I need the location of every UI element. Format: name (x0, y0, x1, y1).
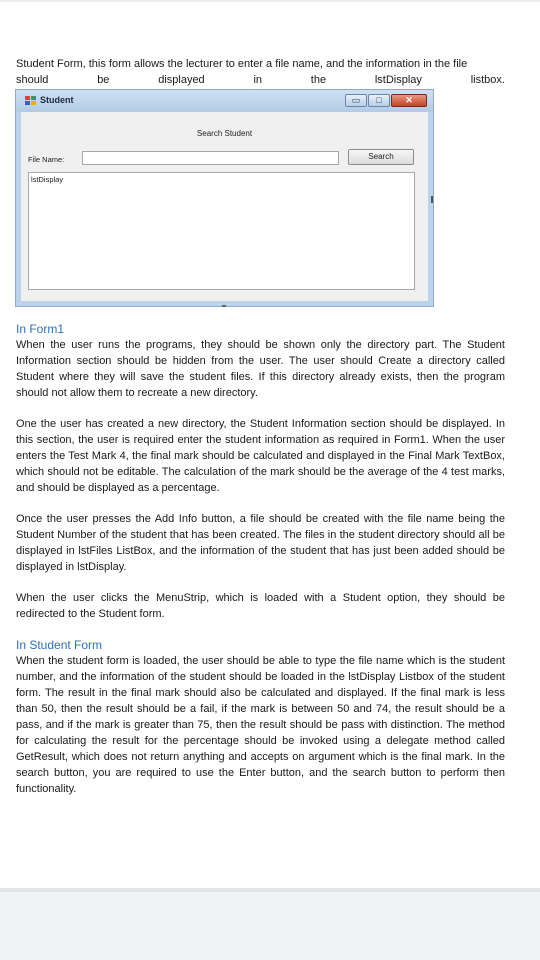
file-name-input[interactable] (82, 151, 339, 165)
lstdisplay-listbox[interactable] (28, 172, 415, 290)
maximize-button[interactable] (368, 94, 390, 107)
window-client-area (21, 112, 428, 301)
student-form-window (15, 89, 434, 307)
intro-paragraph (16, 56, 505, 88)
student-form-heading: In Student Form (16, 638, 103, 652)
maximize-icon: □ (376, 95, 382, 105)
form1-heading: In Form1 (16, 322, 65, 336)
window-title-bar (16, 90, 433, 112)
listbox-item: lstDisplay (31, 175, 64, 184)
minimize-button[interactable] (345, 94, 367, 107)
intro-word: the (310, 74, 327, 86)
file-name-label: File Name: (28, 155, 65, 164)
intro-line-2 (16, 72, 505, 88)
close-icon: ✕ (405, 95, 413, 105)
intro-word: should (16, 74, 49, 86)
form-app-icon (25, 96, 36, 105)
spacer (16, 575, 505, 590)
top-shade (0, 0, 540, 2)
window-title: Student (40, 95, 74, 105)
spacer (16, 622, 505, 637)
form1-paragraph-1: When the user runs the programs, they should be shown only the directory part. The Student Information section should be hidden from the user. The user should Create a directory called Student where they will save the student files. If this directory already exists, then the program should not allow them to recreate a new directory. (16, 339, 505, 399)
window-edge-mark (222, 305, 226, 307)
intro-word: listbox. (470, 74, 505, 86)
search-button[interactable]: Search (348, 149, 414, 165)
intro-word: displayed (158, 74, 205, 86)
spacer (16, 401, 505, 416)
intro-line-1: Student Form, this form allows the lecturer to enter a file name, and the information in the file (16, 58, 468, 70)
window-edge-mark (431, 196, 433, 203)
page-bottom-edge (0, 888, 540, 892)
form1-paragraph-3: Once the user presses the Add Info button, a file should be created with the file name being the Student Number of the student that has been created. The files in the student directory should all be displayed in lstFiles ListBox, and the information of the student that has just been added should be displayed in lstDisplay. (16, 513, 505, 573)
form1-paragraph-2: One the user has created a new directory, the Student Information section should be displayed. In this section, the user is required enter the student information as required in Form1. When the user enters the Test Mark 4, the final mark should be calculated and displayed in the Final Mark TextBox, which should not be editable. The calculation of the mark should be the average of the 4 test marks, and should be displayed as a percentage. (16, 418, 505, 494)
close-button[interactable] (391, 94, 427, 107)
intro-word: lstDisplay (374, 74, 422, 86)
search-student-caption: Search Student (196, 129, 253, 138)
student-form-paragraph: When the student form is loaded, the user should be able to type the file name which is the student number, and the information of the student should be loaded in the lstDisplay Listbox of the student form. The result in the final mark should also be calculated and displayed. If the final mark is less than 50, then the result should be a fail, if the mark is between 50 and 74, the result should be a pass, and if the mark is greater than 75, then the result should be pass with distinction. The method for calculating the result for the percentage should be invoked using a delegate method called GetResult, which does not return anything and accepts on argument which is the final mark. In the search button, you are required to use the Enter button, and the search button to perform then functionality. (16, 655, 505, 795)
main-content (16, 321, 505, 797)
intro-word: in (253, 74, 263, 86)
spacer (16, 496, 505, 511)
intro-word: be (97, 74, 110, 86)
form1-paragraph-4: When the user clicks the MenuStrip, which is loaded with a Student option, they should be redirected to the Student form. (16, 592, 505, 620)
minimize-icon: ▭ (351, 95, 361, 105)
